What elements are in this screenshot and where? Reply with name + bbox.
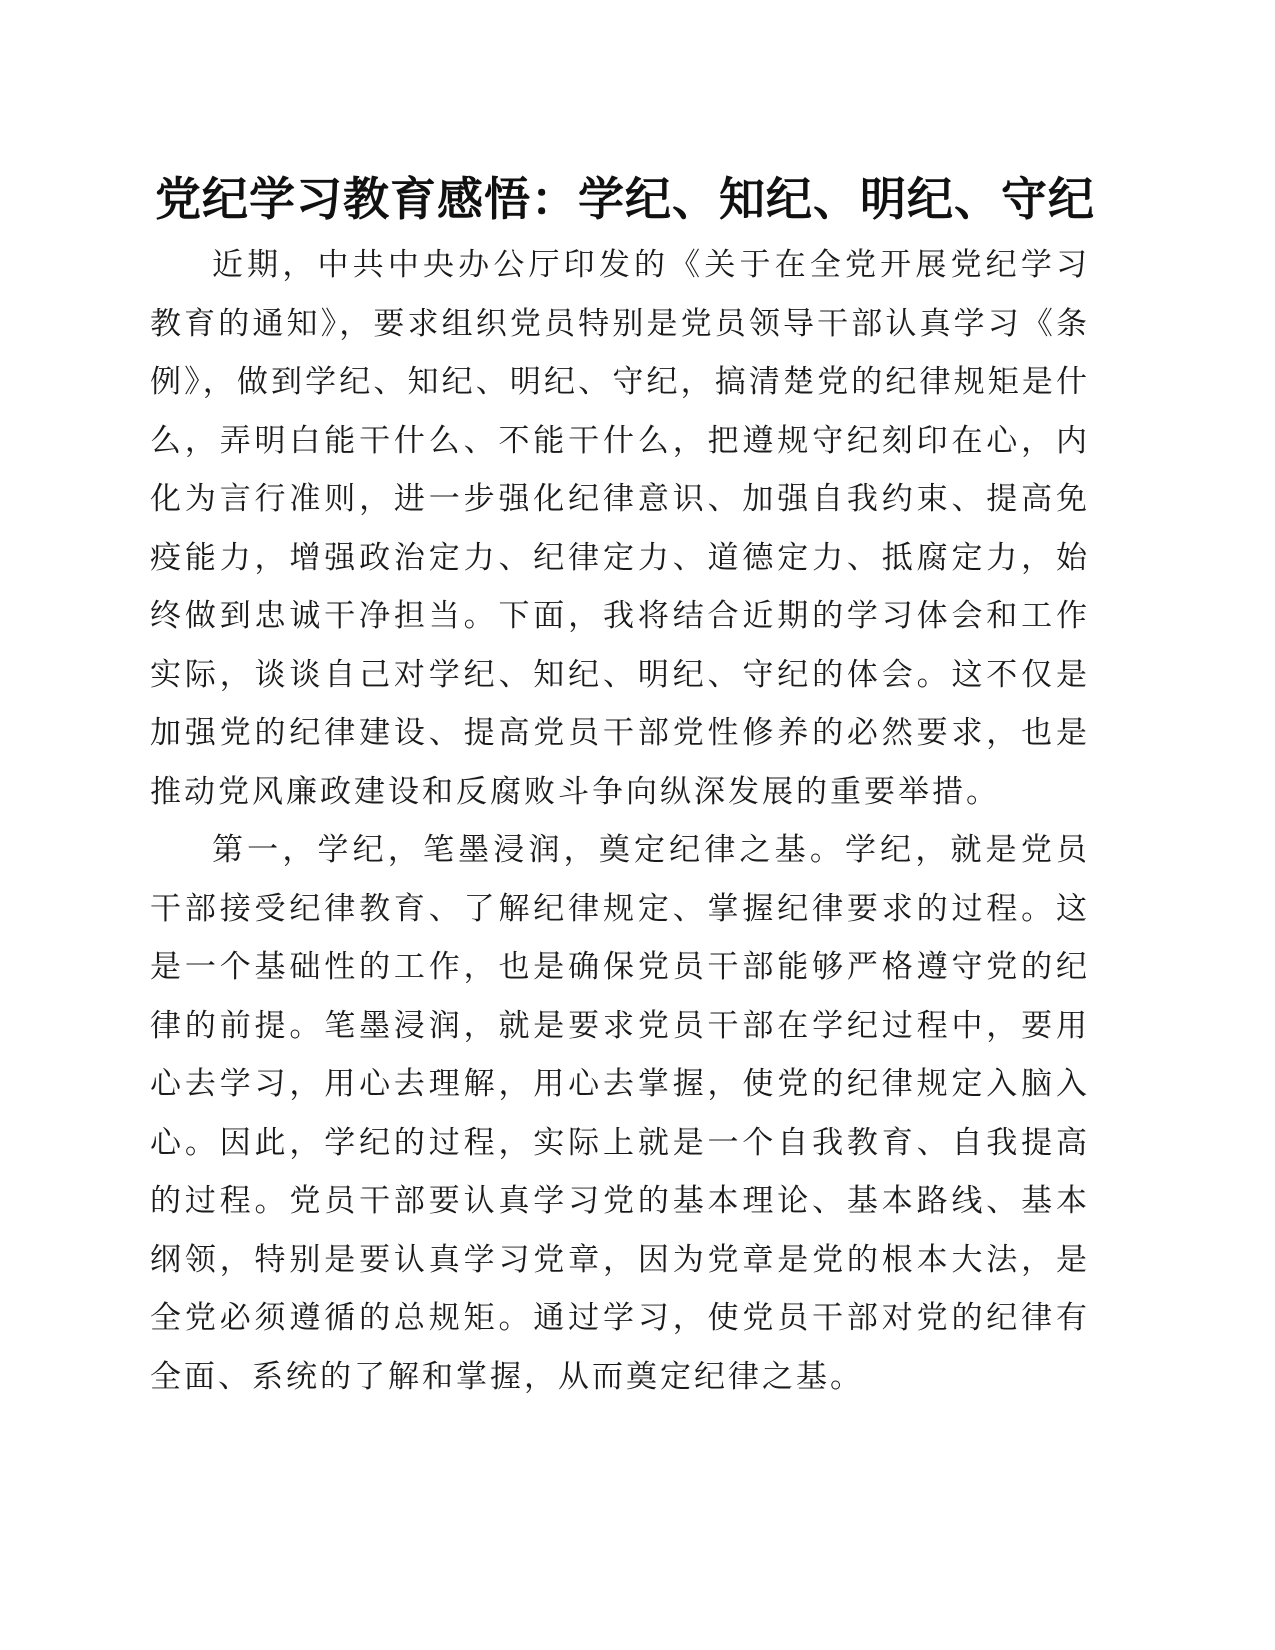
paragraph-introduction: 近期，中共中央办公厅印发的《关于在全党开展党纪学习教育的通知》，要求组织党员特别是党员领导干部认真学习《条例》，做到学纪、知纪、明纪、守纪，搞清楚党的纪律规矩是什么，弄明白能干什么、不能干什么，把遵规守纪刻印在心，内化为言行准则，进一步强化纪律意识、加强自我约束、提高免疫能力，增强政治定力、纪律定力、道德定力、抵腐定力，始终做到忠诚干净担当。下面，我将结合近期的学习体会和工作实际，谈谈自己对学纪、知纪、明纪、守纪的体会。这不仅是加强党的纪律建设、提高党员干部党性修养的必然要求，也是推动党风廉政建设和反腐败斗争向纵深发展的重要举措。 [150,247,1090,810]
document-title: 党纪学习教育感悟：学纪、知纪、明纪、守纪 [155,172,1095,226]
document-body [150,236,1090,1406]
paragraph-first-point: 第一，学纪，笔墨浸润，奠定纪律之基。学纪，就是党员干部接受纪律教育、了解纪律规定、掌握纪律要求的过程。这是一个基础性的工作，也是确保党员干部能够严格遵守党的纪律的前提。笔墨浸润，就是要求党员干部在学纪过程中，要用心去学习，用心去理解，用心去掌握，使党的纪律规定入脑入心。因此，学纪的过程，实际上就是一个自我教育、自我提高的过程。党员干部要认真学习党的基本理论、基本路线、基本纲领，特别是要认真学习党章，因为党章是党的根本大法，是全党必须遵循的总规矩。通过学习，使党员干部对党的纪律有全面、系统的了解和掌握，从而奠定纪律之基。 [150,832,1090,1395]
